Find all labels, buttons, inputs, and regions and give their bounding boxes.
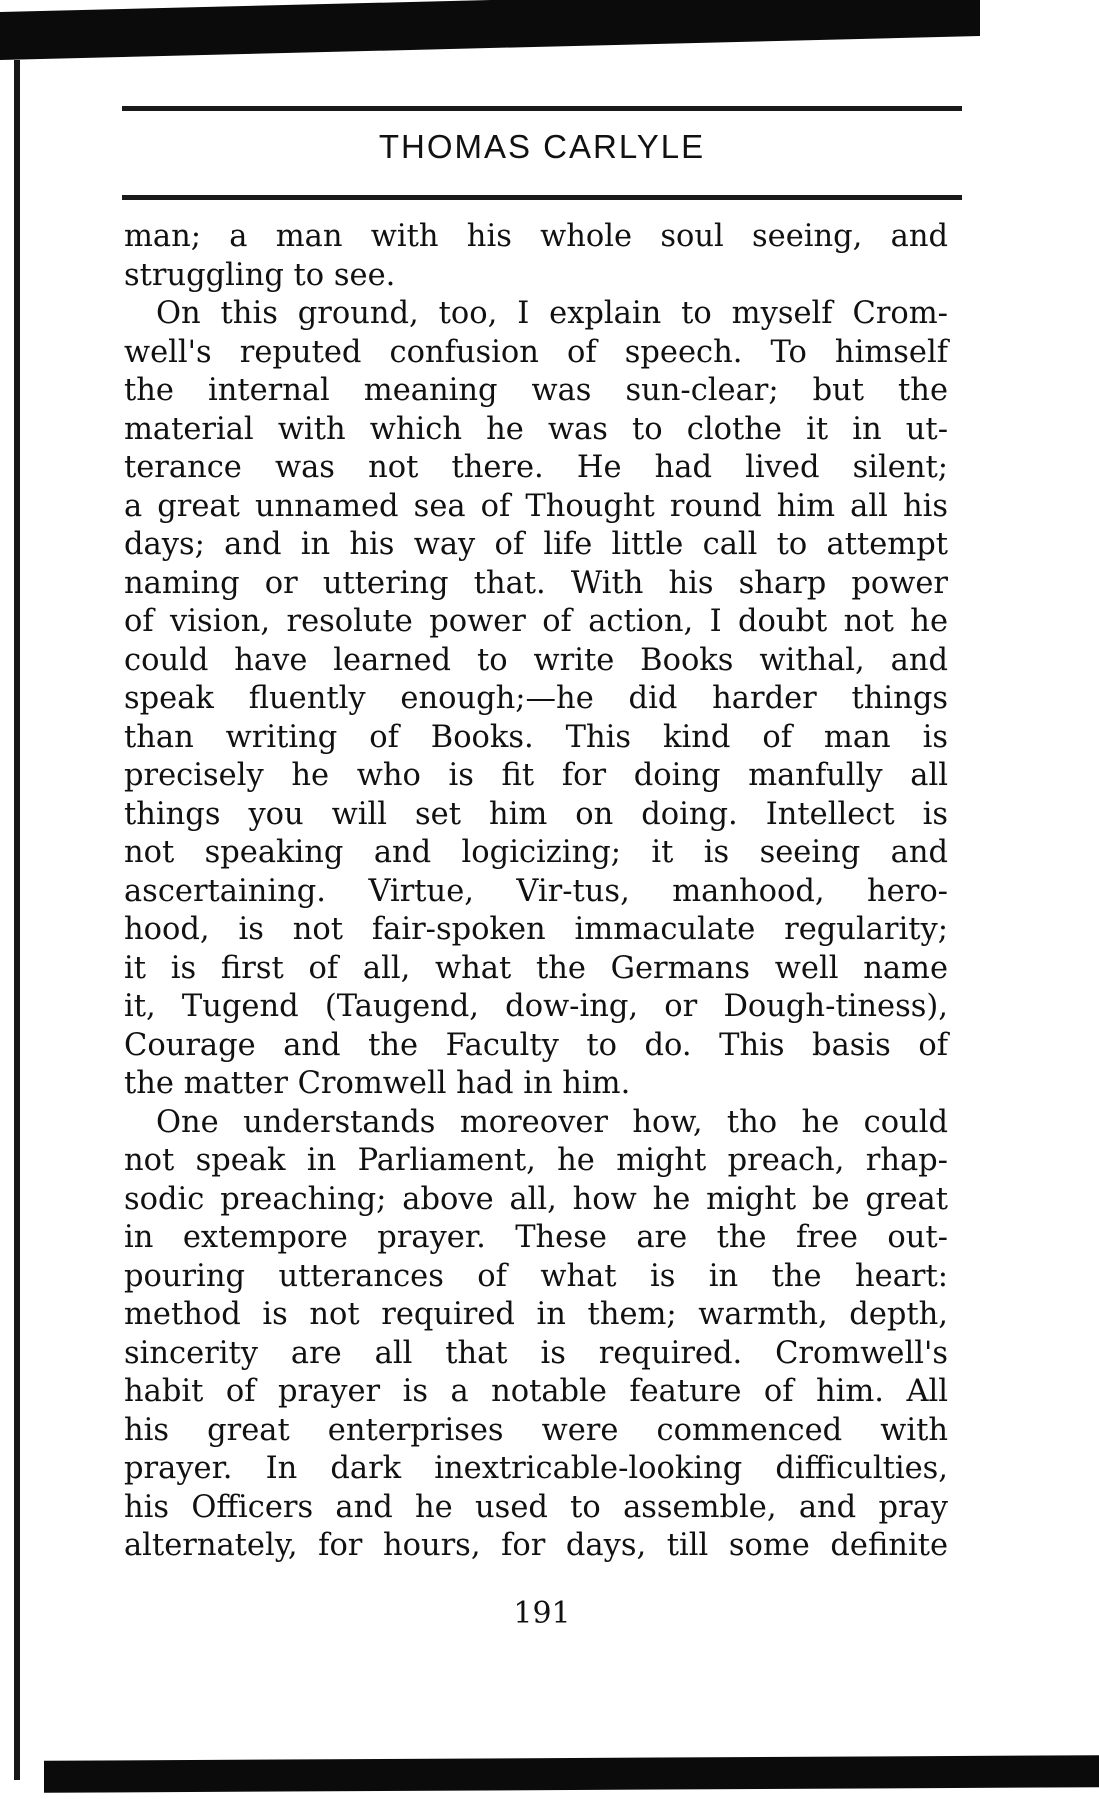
text-line: in extempore prayer. These are the free out- bbox=[124, 1220, 948, 1255]
text-line: Courage and the Faculty to do. This basis of bbox=[124, 1027, 948, 1063]
text-line: habit of prayer is a notable feature of him. All bbox=[124, 1374, 948, 1409]
text-line: alternately, for hours, for days, till some definite bbox=[124, 1528, 948, 1563]
text-line: it is first of all, what the Germans well name bbox=[124, 950, 948, 986]
text-line: One understands moreover how, tho he could bbox=[156, 1104, 948, 1140]
text-line: than writing of Books. This kind of man is bbox=[124, 719, 948, 755]
text-line: ascertaining. Virtue, Vir-tus, manhood, hero- bbox=[124, 873, 948, 909]
text-line: well's reputed confusion of speech. To himself bbox=[124, 334, 948, 370]
text-line: his great enterprises were commenced with bbox=[124, 1412, 948, 1448]
text-line: pouring utterances of what is in the heart: bbox=[124, 1258, 948, 1294]
text-line: naming or uttering that. With his sharp power bbox=[124, 565, 948, 601]
text-line: struggling to see. bbox=[124, 257, 396, 293]
scan-left-edge bbox=[14, 60, 20, 1780]
text-line: precisely he who is fit for doing manfully all bbox=[124, 758, 948, 793]
text-line: things you will set him on doing. Intellect is bbox=[124, 796, 948, 832]
text-line: prayer. In dark inextricable-looking difficulties, bbox=[124, 1451, 948, 1486]
text-line: it, Tugend (Taugend, dow-ing, or Dough-tiness), bbox=[124, 989, 948, 1024]
text-line: his Officers and he used to assemble, and pray bbox=[124, 1489, 948, 1525]
text-line: hood, is not fair-spoken immaculate regularity; bbox=[124, 912, 948, 947]
text-line: not speaking and logicizing; it is seeing and bbox=[124, 835, 948, 870]
text-line: On this ground, too, I explain to myself Crom- bbox=[156, 296, 948, 331]
text-line: the internal meaning was sun-clear; but the bbox=[124, 373, 948, 408]
text-line: speak fluently enough;—he did harder things bbox=[124, 681, 948, 716]
text-line: material with which he was to clothe it in ut- bbox=[124, 411, 948, 447]
text-line: method is not required in them; warmth, depth, bbox=[124, 1297, 948, 1332]
scan-bottom-border bbox=[44, 1755, 1099, 1793]
text-line: days; and in his way of life little call to attempt bbox=[124, 527, 948, 562]
text-line: not speak in Parliament, he might preach, rhap- bbox=[124, 1143, 948, 1178]
text-line: man; a man with his whole soul seeing, and bbox=[124, 219, 948, 254]
text-line: sodic preaching; above all, how he might be great bbox=[124, 1181, 948, 1217]
body-text bbox=[124, 218, 948, 1566]
text-line: sincerity are all that is required. Cromwell's bbox=[124, 1335, 948, 1371]
scan-top-border bbox=[0, 0, 980, 60]
page-number: 191 bbox=[513, 1596, 571, 1631]
running-head: THOMAS CARLYLE bbox=[378, 128, 706, 165]
text-line: terance was not there. He had lived silent; bbox=[124, 450, 948, 485]
header-rule-top bbox=[122, 106, 962, 111]
text-line: of vision, resolute power of action, I doubt not he bbox=[124, 604, 948, 639]
text-line: the matter Cromwell had in him. bbox=[124, 1066, 631, 1101]
header-rule-bottom bbox=[122, 195, 962, 200]
text-line: could have learned to write Books withal, and bbox=[124, 642, 948, 678]
text-line: a great unnamed sea of Thought round him all his bbox=[124, 488, 948, 524]
